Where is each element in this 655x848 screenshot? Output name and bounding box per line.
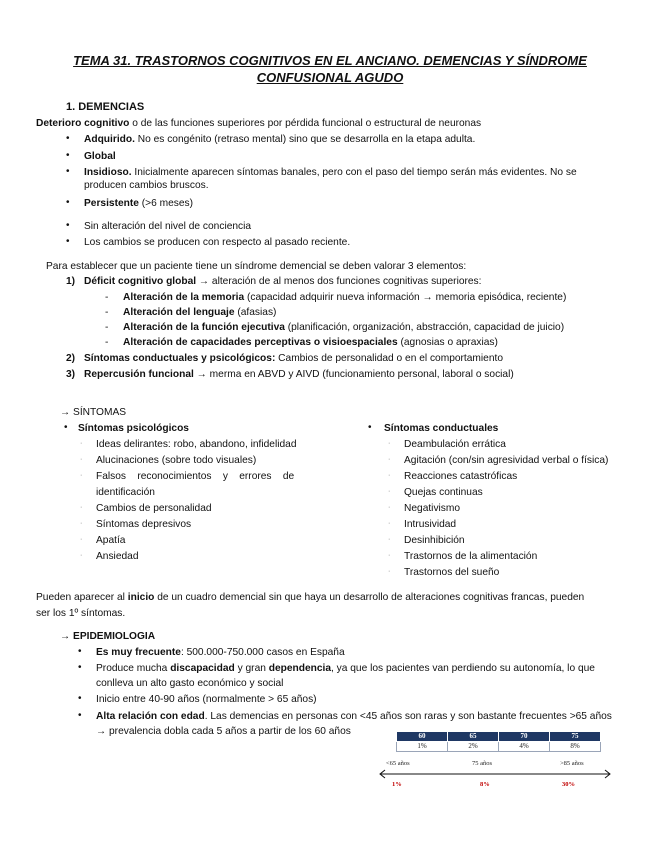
age-cell: 60 [397, 732, 448, 742]
psico-title: Síntomas psicológicos [78, 423, 189, 434]
cond-item: Trastornos del sueño [404, 567, 500, 578]
bullet: • [78, 710, 82, 721]
inicio-paragraph-line2: ser los 1º síntomas. [36, 608, 126, 619]
axis-label: <65 años [386, 760, 410, 767]
feature-adquirido: Adquirido. No es congénito (retraso mental) sino que se desarrolla en la etapa adulta. [84, 134, 476, 145]
feature-conciencia: Sin alteración del nivel de conciencia [84, 221, 252, 232]
bullet: • [64, 422, 68, 433]
cond-item: Negativismo [404, 503, 461, 514]
pct-cell: 2% [448, 742, 499, 752]
element-3: Repercusión funcional → merma en ABVD y AIVD (funcionamiento personal, laboral o social) [84, 369, 514, 380]
sintomas-heading: → SÍNTOMAS [60, 407, 127, 418]
cond-item: Agitación (con/sin agresividad verbal o física) [404, 455, 609, 466]
bullet: • [66, 166, 70, 177]
cond-item: Desinhibición [404, 535, 465, 546]
definition-term: Deterioro cognitivo [36, 118, 130, 129]
bullet: • [78, 646, 82, 657]
definition [36, 117, 481, 130]
title-line-2: CONFUSIONAL AGUDO [256, 70, 404, 85]
element-1-number: 1) [66, 276, 76, 287]
sub-memoria: Alteración de la memoria (capacidad adquirir nueva información → memoria episódica, reciente) [123, 292, 567, 303]
axis-pct: 8% [480, 781, 490, 788]
bullet: • [66, 220, 70, 231]
psico-item-cont: identificación [96, 487, 155, 498]
axis-label: 75 años [472, 760, 493, 767]
bullet: • [66, 150, 70, 161]
axis-pct: 1% [392, 781, 402, 788]
axis-pct: 30% [562, 781, 575, 788]
feature-insidioso: Insidioso. Inicialmente aparecen síntomas banales, pero con el paso del tiempo serán más evidentes. No se producen cambios bruscos. [84, 167, 577, 191]
bullet: • [78, 662, 82, 673]
sub-funcion-ejecutiva: Alteración de la función ejecutiva (planificación, organización, abstracción, capacidad de juicio) [123, 322, 565, 333]
inicio-paragraph: Pueden aparecer al inicio de un cuadro demencial sin que haya un desarrollo de alteraciones cognitivas francas, pueden [36, 592, 585, 603]
psico-item: Alucinaciones (sobre todo visuales) [96, 455, 257, 466]
sub-perceptivas: Alteración de capacidades perceptivas o visioespaciales (agnosias o apraxias) [123, 337, 498, 348]
dash: - [105, 337, 109, 348]
bullet: • [66, 197, 70, 208]
age-cell: 65 [448, 732, 499, 742]
age-axis-arrow [376, 767, 616, 781]
bullet: • [368, 422, 372, 433]
dash: - [105, 307, 109, 318]
dash: - [105, 292, 109, 303]
element-3-number: 3) [66, 369, 76, 380]
pct-cell: 8% [550, 742, 601, 752]
definition-text: o de las funciones superiores por pérdida funcional o estructural de neuronas [129, 118, 482, 129]
bullet: • [66, 133, 70, 144]
epi-item-discapacidad-line2: conlleva un alto gasto económico y social [96, 678, 284, 689]
epi-item-frecuente: Es muy frecuente: 500.000-750.000 casos en España [96, 647, 345, 658]
prevalence-table [396, 731, 601, 752]
cond-item: Quejas continuas [404, 487, 483, 498]
sub-lenguaje: Alteración del lenguaje (afasias) [123, 307, 277, 318]
pct-cell: 1% [397, 742, 448, 752]
bullet: • [78, 693, 82, 704]
element-2-number: 2) [66, 353, 76, 364]
epi-item-inicio: Inicio entre 40-90 años (normalmente > 65 años) [96, 694, 317, 705]
psico-item: Apatía [96, 535, 126, 546]
psico-item: Síntomas depresivos [96, 519, 192, 530]
axis-label: >85 años [560, 760, 584, 767]
psico-item: Ideas delirantes: robo, abandono, infidelidad [96, 439, 297, 450]
epi-item-edad: Alta relación con edad. Las demencias en personas con <45 años son raras y son bastante frecuentes >65 años [96, 711, 612, 722]
psico-item: Falsos reconocimientos y errores de [96, 471, 295, 482]
feature-persistente: Persistente (>6 meses) [84, 198, 194, 209]
section-heading-demencias: 1. DEMENCIAS [66, 101, 145, 113]
cond-title: Síntomas conductuales [384, 423, 499, 434]
epidemiologia-heading: → EPIDEMIOLOGIA [60, 631, 156, 642]
pct-cell: 4% [499, 742, 550, 752]
element-2: Síntomas conductuales y psicológicos: Cambios de personalidad o en el comportamiento [84, 353, 503, 364]
cond-item: Deambulación errática [404, 439, 506, 450]
epi-item-edad-line2: → prevalencia dobla cada 5 años a partir de los 60 años [96, 726, 351, 737]
age-cell: 70 [499, 732, 550, 742]
feature-cambios: Los cambios se producen con respecto al pasado reciente. [84, 237, 351, 248]
psico-item: Ansiedad [96, 551, 139, 562]
dash: - [105, 322, 109, 333]
psico-item: Cambios de personalidad [96, 503, 212, 514]
cond-item: Intrusividad [404, 519, 457, 530]
cond-item: Reacciones catastróficas [404, 471, 518, 482]
epi-item-discapacidad: Produce mucha discapacidad y gran dependencia, ya que los pacientes van perdiendo su autonomía, lo que [96, 663, 595, 674]
element-1: Déficit cognitivo global → alteración de al menos dos funciones cognitivas superiores: [84, 276, 482, 287]
bullet: • [66, 236, 70, 247]
feature-global: Global [84, 151, 116, 162]
cond-item: Trastornos de la alimentación [404, 551, 538, 562]
page-title [60, 52, 600, 86]
title-line-1: TEMA 31. TRASTORNOS COGNITIVOS EN EL ANCIANO. DEMENCIAS Y SÍNDROME [73, 53, 587, 68]
age-cell: 75 [550, 732, 601, 742]
intro-paragraph: Para establecer que un paciente tiene un síndrome demencial se deben valorar 3 elementos: [46, 261, 467, 272]
